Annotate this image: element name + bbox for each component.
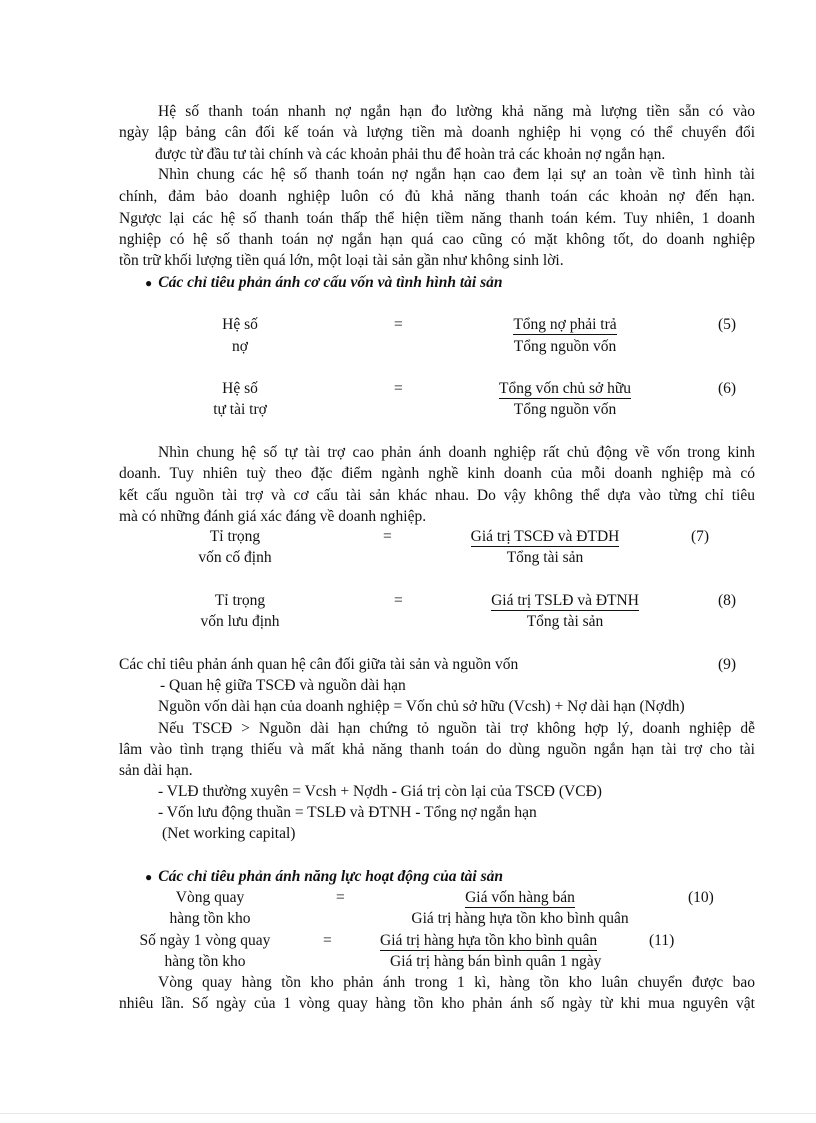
formula7-denominator: Tổng tài sản: [506, 549, 584, 566]
formula11-number: (11): [649, 932, 675, 949]
para3-line1: Nhìn chung hệ số tự tài trợ cao phản ánh doanh nghiệp rất chủ động về vốn trong kinh: [158, 444, 755, 461]
formula6-equals: =: [394, 380, 403, 397]
para1-line3: được từ đầu tư tài chính và các khoản phải thu để hoàn trả các khoản nợ ngắn hạn.: [155, 146, 666, 163]
para4-line2: nhiêu lần. Số ngày của 1 vòng quay hàng tồn kho phản ánh số ngày từ khi mua nguyên vật: [119, 995, 755, 1012]
formula11-denominator: Giá trị hàng bán bình quân 1 ngày: [390, 953, 602, 970]
formula7-name-line1: Tỉ trọng: [209, 528, 261, 545]
formula10-equals: =: [336, 889, 345, 906]
formula6-name-line1: Hệ số: [222, 380, 258, 397]
para1-line1: Hệ số thanh toán nhanh nợ ngắn hạn đo lường khả năng mà lượng tiền sẵn có vào: [158, 103, 755, 120]
formula11-name-line1: Số ngày 1 vòng quay: [139, 932, 271, 949]
formula8-denominator: Tổng tài sản: [526, 613, 604, 630]
formula8-name-line2: vốn lưu định: [200, 613, 280, 630]
para3-line4: mà có những đánh giá xác đáng về doanh nghiệp.: [119, 508, 427, 525]
section9-line1: - Quan hệ giữa TSCĐ và nguồn dài hạn: [160, 677, 406, 694]
formula10-numerator: Giá vốn hàng bán: [465, 889, 575, 906]
formula5-name-line1: Hệ số: [222, 316, 258, 333]
section9-line5: - Vốn lưu động thuần = TSLĐ và ĐTNH - Tổng nợ ngắn hạn: [158, 804, 537, 821]
formula8-numerator: Giá trị TSLĐ và ĐTNH: [491, 592, 639, 609]
section-heading-capital-structure: [145, 273, 502, 293]
formula11-name-line2: hàng tồn kho: [164, 953, 246, 970]
section9-line3a: Nếu TSCĐ > Nguồn dài hạn chứng tỏ nguồn tài trợ không hợp lý, doanh nghiệp dễ: [158, 720, 755, 737]
formula5-equals: =: [394, 316, 403, 333]
formula10-name-line2: hàng tồn kho: [169, 910, 251, 927]
section9-line6: (Net working capital): [162, 825, 296, 842]
formula5-denominator: Tổng nguồn vốn: [513, 338, 617, 355]
bullet-icon: ●: [145, 870, 153, 884]
para3-line3: kết cấu nguồn tài trợ và cơ cấu tài sản khác nhau. Do vậy không thể dựa vào từng chỉ tiêu: [119, 487, 755, 504]
formula6-name-line2: tự tài trợ: [213, 401, 267, 418]
formula7-number: (7): [691, 528, 710, 545]
para3-line2: doanh. Tuy nhiên tuỳ theo đặc điểm ngành nghề kinh doanh của mỗi doanh nghiệp mà có: [119, 465, 755, 482]
formula10-denominator: Giá trị hàng hựa tồn kho bình quân: [411, 910, 629, 927]
para2-line2: chính, đảm bảo doanh nghiệp luôn có đủ khả năng thanh toán các khoản nợ đến hạn.: [119, 188, 755, 205]
formula8-name-line1: Tỉ trọng: [214, 592, 266, 609]
section9-line2: Nguồn vốn dài hạn của doanh nghiệp = Vốn chủ sở hữu (Vcsh) + Nợ dài hạn (Nợdh): [158, 698, 685, 715]
para2-line1: Nhìn chung các hệ số thanh toán nợ ngắn hạn cao đem lại sự an toàn về tình hình tài: [158, 166, 755, 183]
formula5-numerator: Tổng nợ phải trả: [513, 316, 617, 333]
formula7-numerator: Giá trị TSCĐ và ĐTDH: [470, 528, 620, 545]
section9-line4: - VLĐ thường xuyên = Vcsh + Nợdh - Giá trị còn lại của TSCĐ (VCĐ): [158, 783, 602, 800]
formula11-numerator: Giá trị hàng hựa tồn kho bình quân: [380, 932, 598, 949]
section9-number: (9): [718, 656, 737, 673]
formula7-name-line2: vốn cố định: [198, 549, 272, 566]
formula8-equals: =: [394, 592, 403, 609]
section9-line3c: sản dài hạn.: [119, 762, 193, 779]
page-bottom-rule: [0, 1113, 816, 1114]
para2-line4: nghiệp có hệ số thanh toán nợ ngắn hạn quá cao cũng có mặt không tốt, do doanh nghiệp: [119, 231, 755, 248]
section-heading-asset-activity: [145, 867, 503, 887]
formula5-name-line2: nợ: [232, 338, 248, 355]
para2-line3: Ngược lại các hệ số thanh toán thấp thể hiện tiềm năng thanh toán kém. Tuy nhiên, 1 doanh: [119, 210, 755, 227]
para1-line2: ngày lập bảng cân đối kế toán và lượng tiền mà doanh nghiệp hi vọng có thể chuyển đổi: [119, 124, 755, 141]
section9-line3b: lâm vào tình trạng thiếu và mất khả năng thanh toán do dùng nguồn ngắn hạn tài trợ cho tài: [119, 741, 755, 758]
formula6-denominator: Tổng nguồn vốn: [513, 401, 617, 418]
section9-title: Các chỉ tiêu phản ánh quan hệ cân đối giữa tài sản và nguồn vốn: [119, 656, 519, 673]
formula7-equals: =: [383, 528, 392, 545]
bullet-icon: ●: [145, 276, 153, 290]
para4-line1: Vòng quay hàng tồn kho phản ánh trong 1 kì, hàng tồn kho luân chuyển được bao: [158, 974, 755, 991]
formula8-number: (8): [718, 592, 737, 609]
para2-line5: tồn trữ khối lượng tiền quá lớn, một loại tài sản gần như không sinh lời.: [119, 252, 564, 269]
formula11-equals: =: [323, 932, 332, 949]
formula6-numerator: Tổng vốn chủ sở hữu: [499, 380, 631, 397]
heading-text: Các chỉ tiêu phản ánh năng lực hoạt động của tài sản: [158, 868, 504, 885]
formula6-number: (6): [718, 380, 737, 397]
formula10-name-line1: Vòng quay: [175, 889, 245, 906]
formula10-number: (10): [688, 889, 714, 906]
heading-text: Các chỉ tiêu phản ánh cơ cấu vốn và tình hình tài sản: [158, 274, 503, 291]
formula5-number: (5): [718, 316, 737, 333]
